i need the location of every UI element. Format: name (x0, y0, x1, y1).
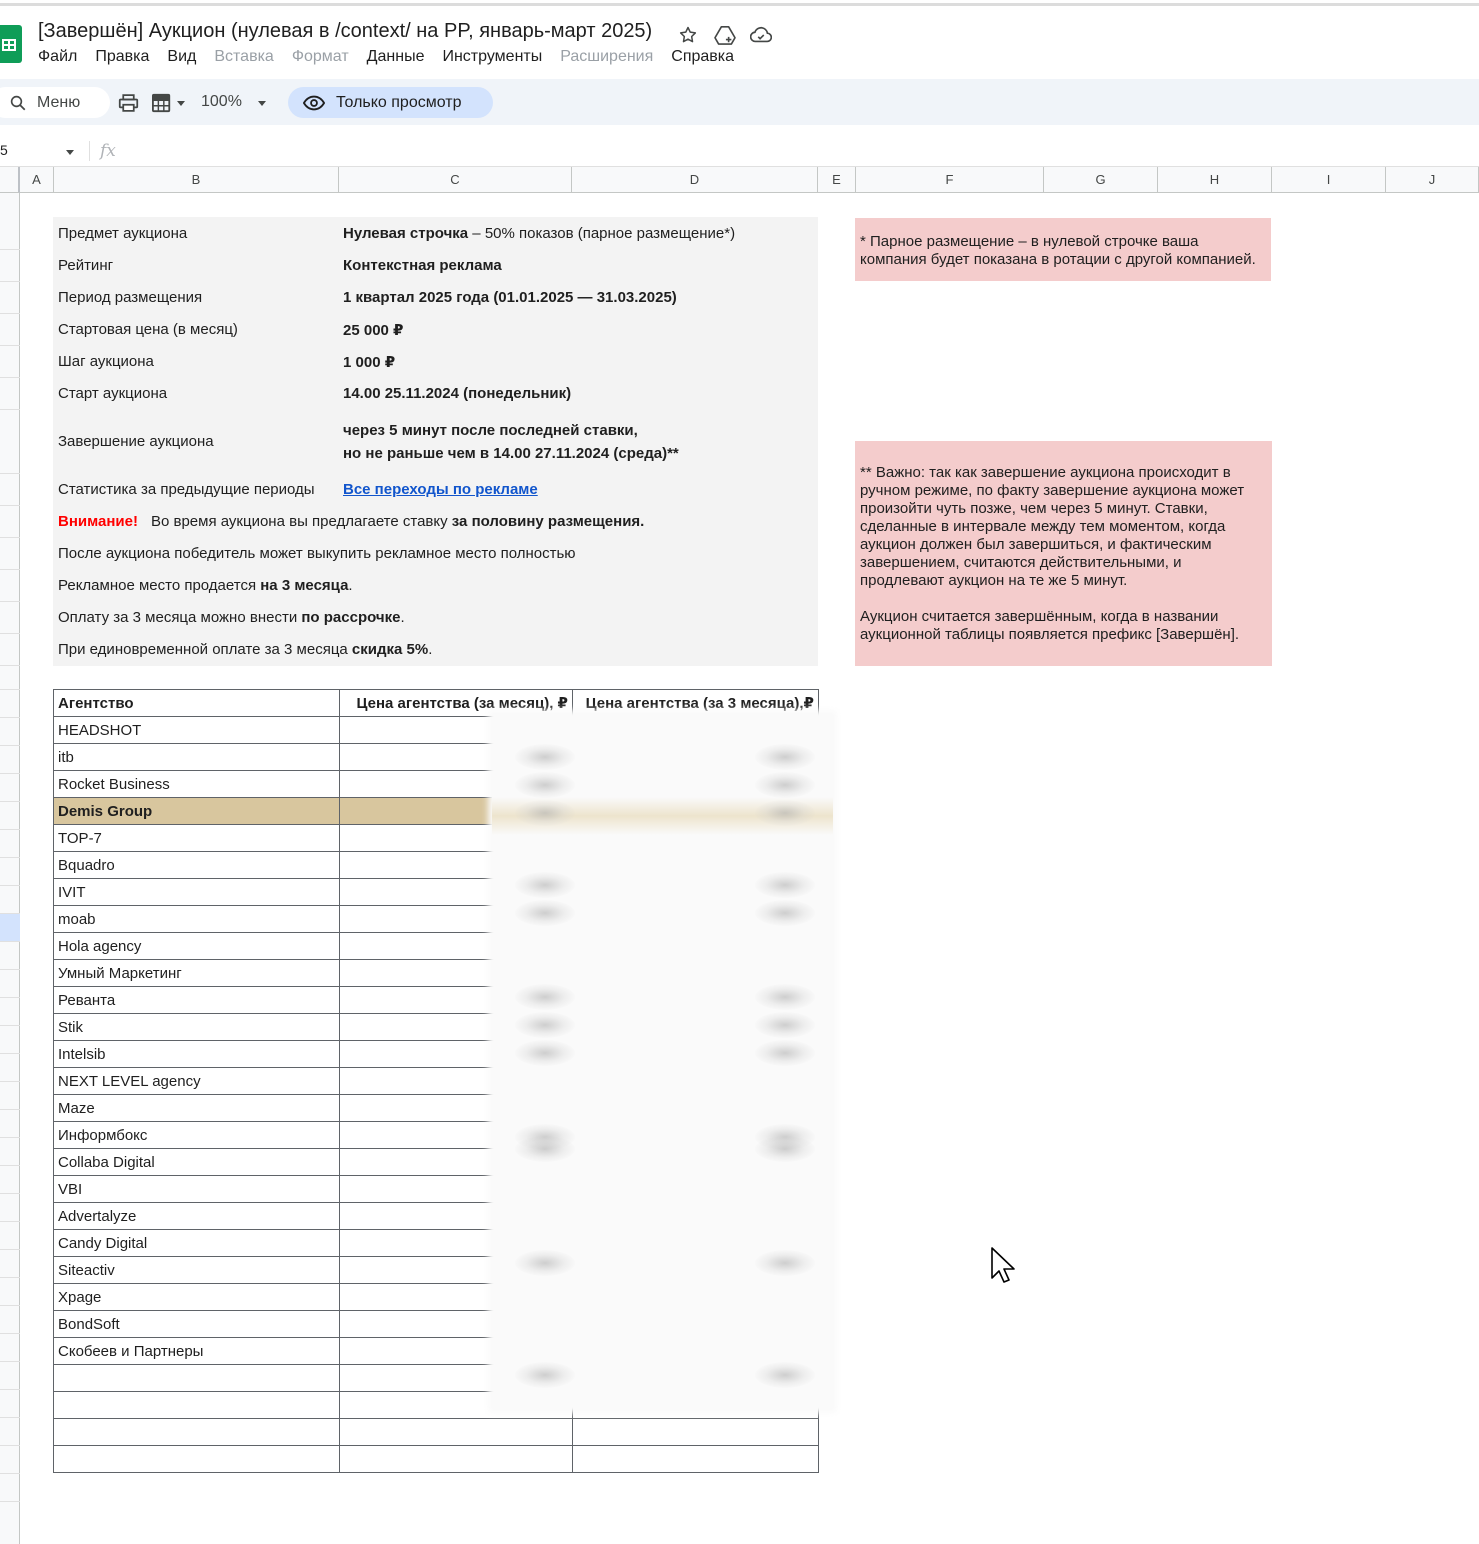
menu-search[interactable] (0, 87, 110, 118)
table-row (54, 1446, 819, 1473)
row-divider (0, 1389, 20, 1390)
warning-line (58, 513, 644, 530)
warning-bold: за половину размещения. (451, 513, 645, 530)
agency-name-cell[interactable]: VBI (54, 1176, 340, 1203)
row-divider (0, 1221, 20, 1222)
auction-end-value-1: через 5 минут после последней ставки, (343, 422, 638, 439)
table-header-row (54, 690, 819, 717)
row-divider (0, 409, 20, 410)
blurred-value (515, 1040, 575, 1066)
name-box[interactable]: 5 (0, 142, 8, 158)
blurred-value (755, 1250, 815, 1276)
column-header-h[interactable]: H (1158, 167, 1272, 193)
sold-line (58, 577, 353, 594)
installment-bold: по рассрочке (301, 609, 401, 626)
price-month-cell[interactable] (340, 1419, 573, 1446)
agency-name-cell[interactable]: Maze (54, 1095, 340, 1122)
blurred-value (755, 984, 815, 1010)
discount-text: При единовременной оплате за 3 месяца (58, 641, 352, 658)
pair-placement-note-text: * Парное размещение – в нулевой строчке ваша компания будет показана в ротации с другой компанией. (860, 233, 1256, 268)
agency-name-cell[interactable] (54, 1392, 340, 1419)
blurred-value (515, 1362, 575, 1388)
column-header-b[interactable]: B (54, 167, 339, 193)
blurred-value (515, 1012, 575, 1038)
window-top-border (0, 3, 1479, 6)
agency-name-cell[interactable]: Hola agency (54, 933, 340, 960)
row-divider (0, 773, 20, 774)
fx-icon: fx (100, 141, 116, 161)
blurred-value (515, 744, 575, 770)
agency-name-cell[interactable]: Collaba Digital (54, 1149, 340, 1176)
blurred-value (755, 1136, 815, 1162)
row-divider (0, 1053, 20, 1054)
subject-value-bold: Нулевая строчка (343, 225, 469, 242)
sold-text: Рекламное место продается (58, 577, 261, 594)
table-row (54, 1419, 819, 1446)
row-divider (0, 885, 20, 886)
price-3-months-cell[interactable] (573, 1419, 819, 1446)
price-month-cell[interactable] (340, 1446, 573, 1473)
menu-item-4[interactable]: Формат (291, 48, 349, 65)
menu-item-0[interactable]: Файл (38, 48, 78, 65)
search-icon (9, 94, 27, 112)
zoom-level[interactable]: 100% (201, 93, 242, 110)
agency-name-cell[interactable]: moab (54, 906, 340, 933)
blurred-value (755, 1012, 815, 1038)
column-header-e[interactable]: E (818, 167, 856, 193)
header-price-month[interactable]: Цена агентства (за месяц), ₽ (340, 690, 573, 717)
agency-name-cell[interactable]: Demis Group (54, 798, 340, 825)
header-price-3-months[interactable]: Цена агентства (за 3 месяца),₽ (573, 690, 819, 717)
agency-name-cell[interactable]: itb (54, 744, 340, 771)
price-3-months-cell[interactable] (573, 1446, 819, 1473)
header-agency[interactable]: Агентство (54, 690, 340, 717)
agency-name-cell[interactable]: Advertalyze (54, 1203, 340, 1230)
star-icon[interactable] (677, 24, 699, 46)
period-value: 1 квартал 2025 года (01.01.2025 — 31.03.2025) (343, 289, 677, 306)
sold-bold: на 3 месяца (260, 577, 349, 594)
row-divider (0, 997, 20, 998)
row-divider (0, 665, 20, 666)
menu-item-6[interactable]: Инструменты (442, 48, 543, 65)
agency-name-cell[interactable]: Xpage (54, 1284, 340, 1311)
row-divider (0, 569, 20, 570)
menu-bar (38, 48, 752, 70)
sheets-logo-icon[interactable] (0, 25, 22, 63)
menu-item-1[interactable]: Правка (95, 48, 150, 65)
warning-text: Во время аукциона вы предлагаете ставку (150, 513, 452, 530)
installment-line (58, 609, 405, 626)
move-to-drive-icon[interactable] (714, 24, 736, 46)
cloud-saved-icon[interactable] (750, 24, 772, 46)
column-header-j[interactable]: J (1386, 167, 1479, 193)
subject-label: Предмет аукциона (58, 225, 188, 242)
row-divider (0, 1445, 20, 1446)
row-divider (0, 537, 20, 538)
blurred-value (755, 1362, 815, 1388)
row-divider (0, 1109, 20, 1110)
row-divider (0, 857, 20, 858)
blurred-value (755, 872, 815, 898)
row-divider (0, 745, 20, 746)
row-divider (0, 249, 20, 250)
rating-label: Рейтинг (58, 257, 114, 274)
row-divider (0, 717, 20, 718)
row-divider (0, 1137, 20, 1138)
row-divider (0, 1277, 20, 1278)
menu-item-5[interactable]: Данные (366, 48, 425, 65)
blurred-value (755, 772, 815, 798)
sold-end: . (348, 577, 353, 594)
zoom-chevron-down-icon[interactable] (257, 92, 267, 114)
row-divider (0, 969, 20, 970)
auction-end-label: Завершение аукциона (58, 433, 214, 450)
buyout-line: После аукциона победитель может выкупить рекламное место полностью (58, 545, 576, 562)
warning-label: Внимание! (58, 513, 138, 530)
blurred-value (755, 1040, 815, 1066)
agency-name-cell[interactable]: Скобеев и Партнеры (54, 1338, 340, 1365)
blurred-value (515, 1136, 575, 1162)
start-price-label: Стартовая цена (в месяц) (58, 321, 238, 338)
row-divider (0, 1333, 20, 1334)
subject-value-rest: – 50% показов (парное размещение*) (468, 225, 736, 242)
blurred-value (515, 1250, 575, 1276)
row-divider (0, 1249, 20, 1250)
row-divider (0, 633, 20, 634)
stats-link[interactable]: Все переходы по рекламе (343, 481, 538, 498)
eye-icon (303, 95, 325, 111)
row-divider (0, 281, 20, 282)
agency-name-cell[interactable]: Информбокс (54, 1122, 340, 1149)
row-divider (0, 1165, 20, 1166)
blurred-value (515, 772, 575, 798)
period-label: Период размещения (58, 289, 203, 306)
agency-name-cell[interactable]: IVIT (54, 879, 340, 906)
stats-label: Статистика за предыдущие периоды (58, 481, 315, 498)
row-headers[interactable] (0, 193, 20, 1544)
row-divider (0, 913, 20, 914)
menu-item-2[interactable]: Вид (167, 48, 197, 65)
blurred-value (755, 744, 815, 770)
important-note (855, 441, 1272, 666)
pair-placement-note (855, 218, 1271, 281)
row-divider (0, 1193, 20, 1194)
row-divider (0, 505, 20, 506)
agency-name-cell[interactable]: Candy Digital (54, 1230, 340, 1257)
row-divider (0, 601, 20, 602)
agency-name-cell[interactable]: Intelsib (54, 1041, 340, 1068)
agency-name-cell[interactable] (54, 1365, 340, 1392)
row-divider (0, 473, 20, 474)
column-header-a[interactable]: A (20, 167, 54, 193)
view-only-label: Только просмотр (336, 93, 462, 111)
freeze-table-icon[interactable] (151, 92, 173, 114)
agency-name-cell[interactable]: Bquadro (54, 852, 340, 879)
column-header-i[interactable]: I (1272, 167, 1386, 193)
row-divider (0, 1361, 20, 1362)
menu-item-8[interactable]: Справка (671, 48, 735, 65)
row-divider (0, 377, 20, 378)
agency-name-cell[interactable]: TOP-7 (54, 825, 340, 852)
name-box-chevron-down-icon[interactable] (65, 144, 75, 162)
blurred-value (515, 984, 575, 1010)
row-divider (0, 1473, 20, 1474)
step-value: 1 000 ₽ (343, 354, 396, 371)
blurred-value (755, 900, 815, 926)
document-title[interactable]: [Завершён] Аукцион (нулевая в /context/ на PP, январь-март 2025) (38, 20, 653, 42)
installment-text: Оплату за 3 месяца можно внести (58, 609, 302, 626)
row-divider (0, 941, 20, 942)
agency-name-cell[interactable]: HEADSHOT (54, 717, 340, 744)
row-divider (0, 829, 20, 830)
menu-item-3[interactable]: Вставка (214, 48, 274, 65)
agency-name-cell[interactable]: Умный Маркетинг (54, 960, 340, 987)
select-all-corner[interactable] (0, 167, 20, 193)
agency-name-cell[interactable]: Siteactiv (54, 1257, 340, 1284)
agency-name-cell[interactable]: Rocket Business (54, 771, 340, 798)
agency-name-cell[interactable]: Stik (54, 1014, 340, 1041)
blurred-value (515, 872, 575, 898)
divider (89, 141, 90, 161)
column-header-g[interactable]: G (1044, 167, 1158, 193)
row-divider (0, 801, 20, 802)
agency-name-cell[interactable]: NEXT LEVEL agency (54, 1068, 340, 1095)
row-divider (0, 313, 20, 314)
column-header-f[interactable]: F (856, 167, 1044, 193)
row-divider (0, 1305, 20, 1306)
discount-bold: скидка 5% (351, 641, 429, 658)
view-only-button[interactable] (288, 87, 493, 118)
agency-name-cell[interactable] (54, 1419, 340, 1446)
installment-end: . (400, 609, 405, 626)
auction-start-label: Старт аукциона (58, 385, 168, 402)
menu-item-7[interactable]: Расширения (560, 48, 654, 65)
subject-value (343, 225, 735, 242)
blurred-value (515, 800, 575, 826)
agency-name-cell[interactable]: BondSoft (54, 1311, 340, 1338)
auction-end-value-2: но не раньше чем в 14.00 27.11.2024 (среда)** (343, 445, 679, 462)
selected-row-header[interactable] (0, 914, 20, 942)
agency-name-cell[interactable]: Реванта (54, 987, 340, 1014)
chevron-down-icon[interactable] (176, 92, 186, 114)
row-divider (0, 1501, 20, 1502)
column-header-d[interactable]: D (572, 167, 818, 193)
mouse-cursor-icon (990, 1246, 1018, 1291)
blurred-value (515, 900, 575, 926)
discount-line (58, 641, 432, 658)
menu-search-label: Меню (37, 93, 81, 111)
auction-start-value: 14.00 25.11.2024 (понедельник) (343, 385, 572, 402)
start-price-value: 25 000 ₽ (343, 322, 404, 339)
row-divider (0, 345, 20, 346)
rating-value: Контекстная реклама (343, 257, 502, 274)
discount-end: . (428, 641, 433, 658)
row-divider (0, 1025, 20, 1026)
important-note-p2: Аукцион считается завершённым, когда в названии аукционной таблицы появляется префикс [Завершён]. (860, 608, 1240, 643)
agency-name-cell[interactable] (54, 1446, 340, 1473)
row-divider (0, 689, 20, 690)
step-label: Шаг аукциона (58, 353, 154, 370)
formula-bar (0, 136, 1479, 167)
row-divider (0, 1417, 20, 1418)
print-icon[interactable] (118, 92, 139, 114)
blurred-value (755, 800, 815, 826)
row-divider (0, 1081, 20, 1082)
important-note-p1: ** Важно: так как завершение аукциона происходит в ручном режиме, по факту завершение аукциона может произойти чуть позже, чем через 5 минут. Ставки, сделанные в интервале между тем моментом, когда аукцион должен был завершиться, и фактическим завершением, считаются действительными, и продлевают аукцион на те же 5 минут. (860, 464, 1245, 589)
column-header-c[interactable]: C (339, 167, 572, 193)
